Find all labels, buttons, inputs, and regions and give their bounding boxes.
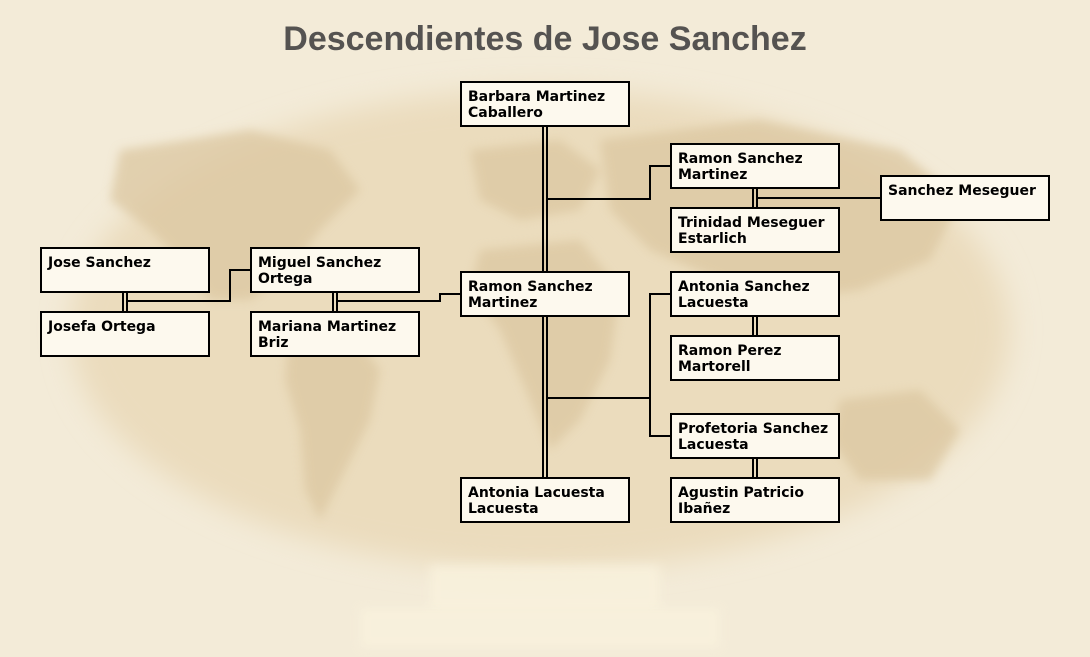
person-name: Trinidad Meseguer Estarlich: [678, 215, 825, 247]
person-name: Miguel Sanchez Ortega: [258, 255, 382, 287]
person-barbara-martinez-caballero[interactable]: [460, 81, 630, 127]
person-name: Agustin Patricio Ibañez: [678, 485, 804, 517]
person-sanchez-meseguer[interactable]: [880, 175, 1050, 221]
person-name: Josefa Ortega: [48, 319, 156, 335]
person-agustin-patricio-ibanez[interactable]: [670, 477, 840, 523]
person-name: Ramon Sanchez Martinez: [468, 279, 593, 311]
person-name: Jose Sanchez: [48, 255, 151, 271]
person-trinidad-meseguer-estarlich[interactable]: [670, 207, 840, 253]
person-antonia-sanchez-lacuesta[interactable]: [670, 271, 840, 317]
person-name: Barbara Martinez Caballero: [468, 89, 606, 121]
person-name: Ramon Perez Martorell: [678, 343, 782, 375]
person-name: Ramon Sanchez Martinez: [678, 151, 803, 183]
page-title: Descendientes de Jose Sanchez: [283, 20, 807, 58]
person-mariana-martinez-briz[interactable]: [250, 311, 420, 357]
person-ramon-sanchez-martinez-top[interactable]: [670, 143, 840, 189]
person-antonia-lacuesta-lacuesta[interactable]: [460, 477, 630, 523]
person-name: Profetoria Sanchez Lacuesta: [678, 421, 829, 453]
person-name: Antonia Lacuesta Lacuesta: [468, 485, 605, 517]
person-name: Sanchez Meseguer: [888, 183, 1036, 199]
person-ramon-perez-martorell[interactable]: [670, 335, 840, 381]
person-name: Antonia Sanchez Lacuesta: [678, 279, 810, 311]
person-josefa-ortega[interactable]: [40, 311, 210, 357]
person-name: Mariana Martinez Briz: [258, 319, 397, 351]
person-ramon-sanchez-martinez-center[interactable]: [460, 271, 630, 317]
person-miguel-sanchez-ortega[interactable]: [250, 247, 420, 293]
person-jose-sanchez[interactable]: [40, 247, 210, 293]
person-profetoria-sanchez-lacuesta[interactable]: [670, 413, 840, 459]
